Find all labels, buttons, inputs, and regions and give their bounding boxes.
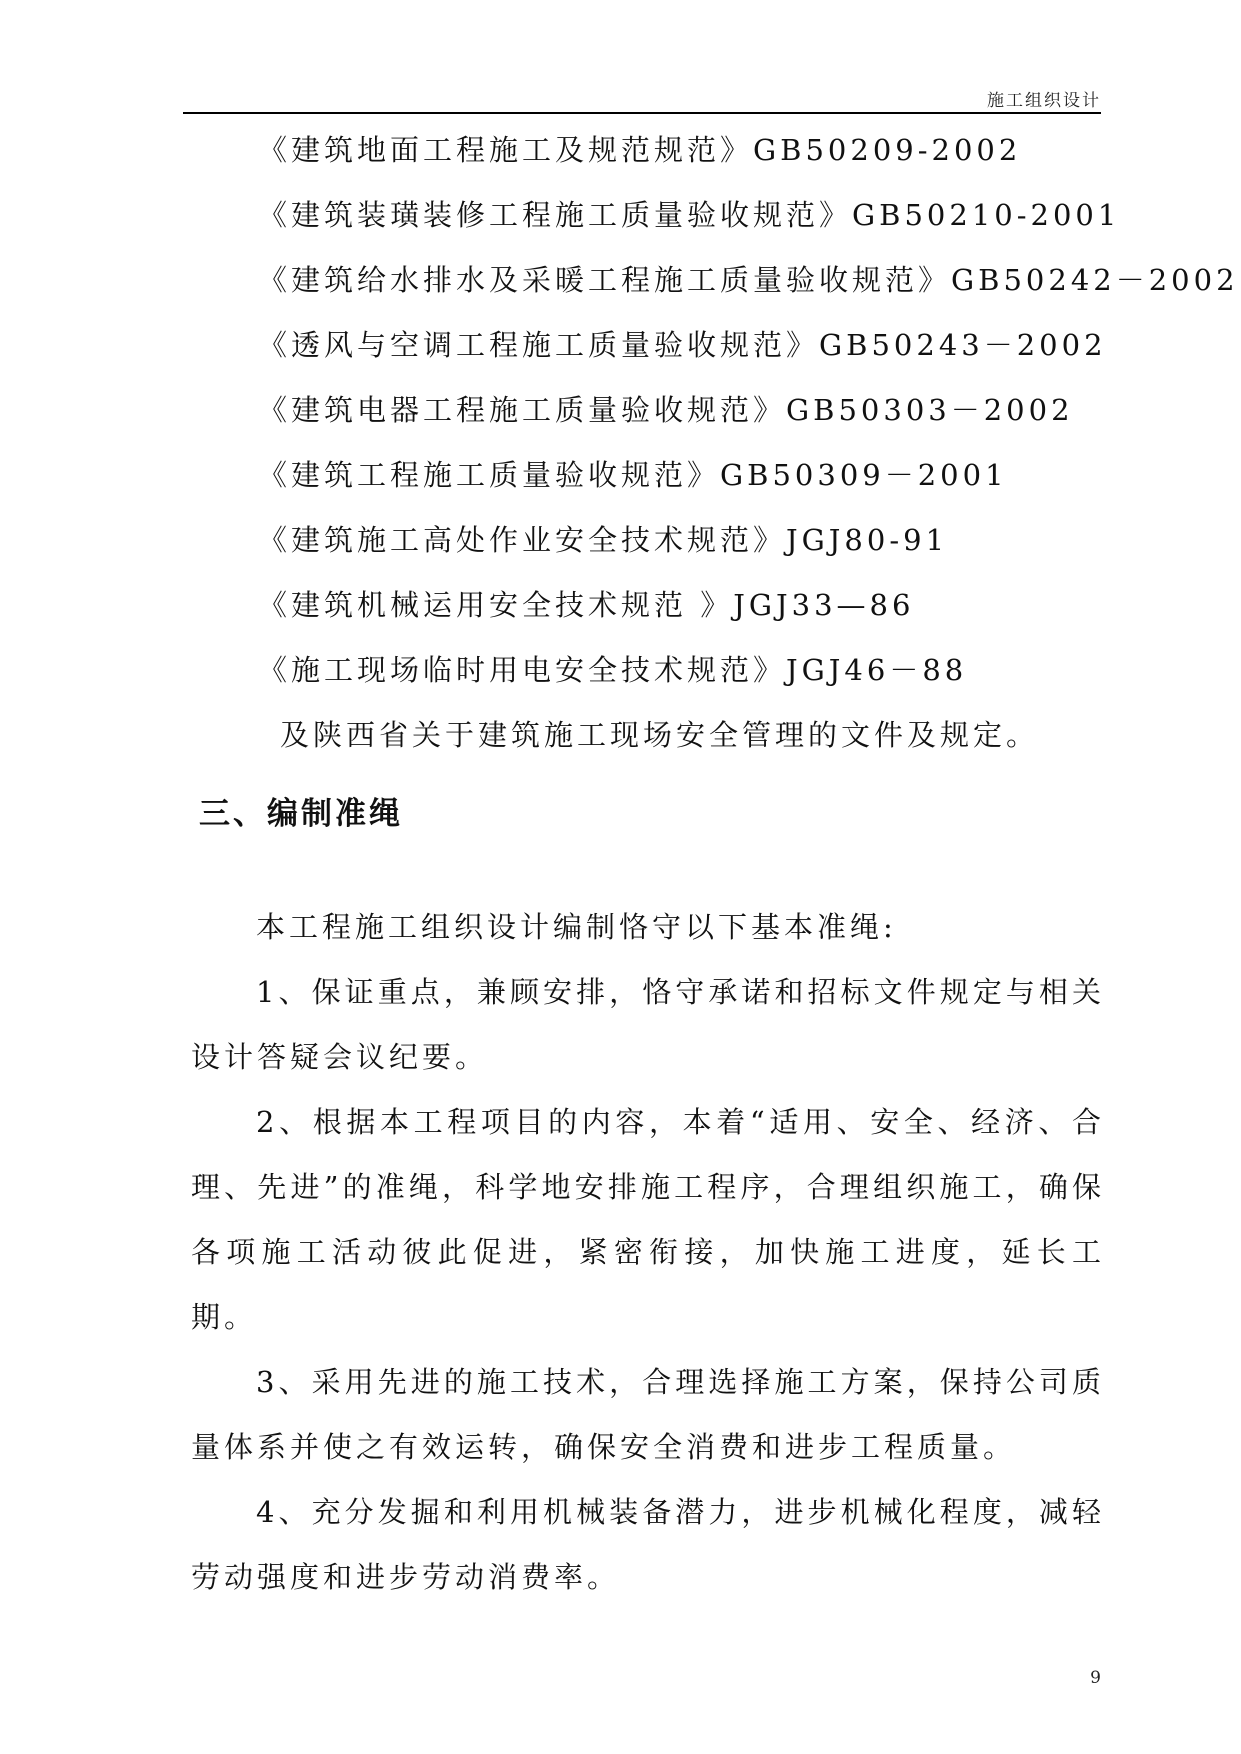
intro-paragraph: 本工程施工组织设计编制恪守以下基本准绳:	[256, 910, 897, 944]
standards-tail: 及陕西省关于建筑施工现场安全管理的文件及规定。	[280, 718, 1040, 752]
standard-item: 《建筑工程施工质量验收规范》GB50309－2001	[258, 458, 1008, 492]
standard-item: 《建筑给水排水及采暖工程施工质量验收规范》GB50242－2002	[258, 263, 1239, 297]
section-heading: 三、编制准绳	[199, 796, 403, 832]
standard-item: 《建筑机械运用安全技术规范 》JGJ33—86	[258, 588, 915, 622]
paragraph-item-1: 1、保证重点，兼顾安排，恪守承诺和招标文件规定与相关设计答疑会议纪要。	[191, 975, 1105, 1074]
standard-item: 《建筑施工高处作业安全技术规范》JGJ80-91	[258, 523, 949, 557]
standards-list	[258, 130, 1239, 715]
standard-item: 《建筑地面工程施工及规范规范》GB50209-2002	[258, 133, 1022, 167]
running-header: 施工组织设计	[987, 91, 1101, 111]
paragraph-item-4: 4、充分发掘和利用机械装备潜力，进步机械化程度，减轻劳动强度和进步劳动消费率。	[191, 1495, 1105, 1594]
paragraph-item-2: 2、根据本工程项目的内容，本着“适用、安全、经济、合理、先进”的准绳，科学地安排施工程序，合理组织施工，确保各项施工活动彼此促进，紧密衔接，加快施工进度，延长工期。	[191, 1105, 1105, 1334]
section-items	[191, 960, 1105, 1610]
standard-item: 《建筑装璜装修工程施工质量验收规范》GB50210-2001	[258, 198, 1121, 232]
standard-item: 《透风与空调工程施工质量验收规范》GB50243－2002	[258, 328, 1107, 362]
header-rule	[183, 112, 1101, 114]
standard-item: 《施工现场临时用电安全技术规范》JGJ46－88	[258, 653, 968, 687]
paragraph-item-3: 3、采用先进的施工技术，合理选择施工方案，保持公司质量体系并使之有效运转，确保安全消费和进步工程质量。	[191, 1365, 1105, 1464]
standard-item: 《建筑电器工程施工质量验收规范》GB50303－2002	[258, 393, 1074, 427]
section-intro	[191, 895, 1105, 960]
page-number: 9	[1090, 1668, 1101, 1688]
